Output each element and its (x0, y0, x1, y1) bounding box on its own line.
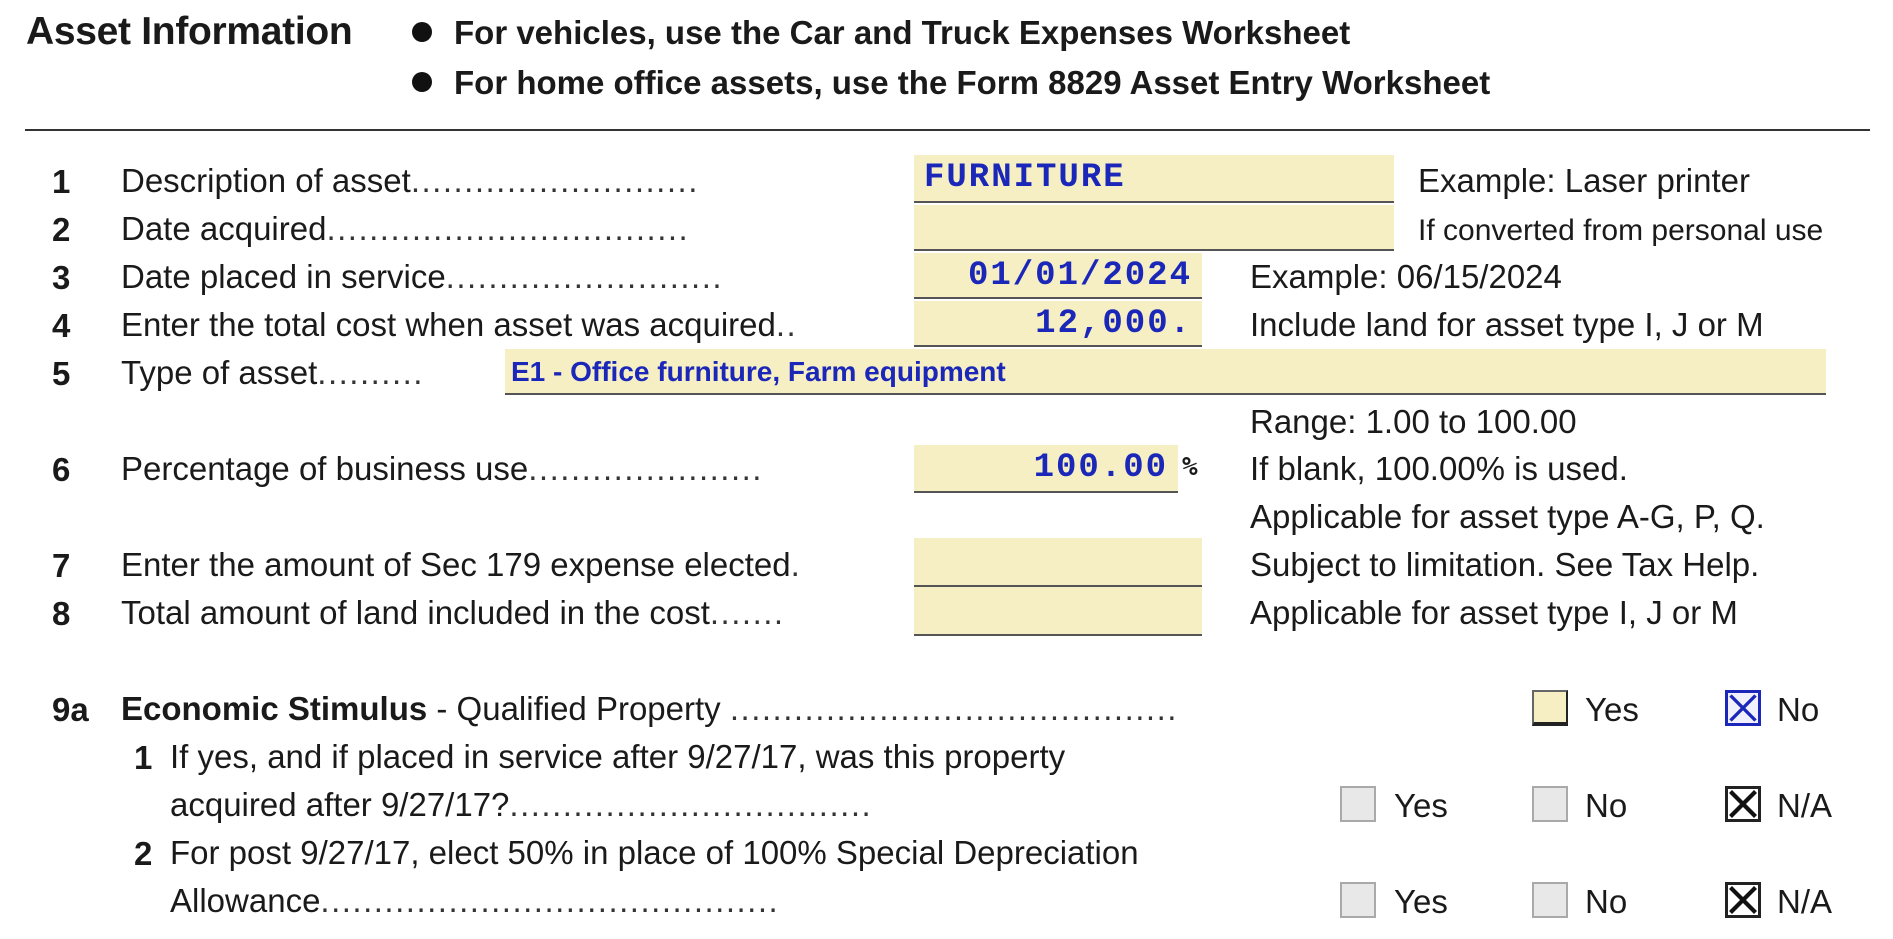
land-amount-field[interactable] (914, 587, 1202, 636)
date-placed-in-service-field[interactable]: 01/01/2024 (914, 253, 1202, 299)
row-label: Date acquired.................................. (121, 210, 690, 247)
economic-stimulus-no-checkbox[interactable] (1725, 690, 1761, 726)
percent-sign: % (1182, 452, 1198, 482)
page-title: Asset Information (26, 10, 353, 53)
type-of-asset-select[interactable]: E1 - Office furniture, Farm equipment (505, 349, 1826, 395)
na-label: N/A (1777, 787, 1833, 824)
row-number: 1 (134, 739, 153, 776)
divider (25, 129, 1870, 131)
row-label: Economic Stimulus - Qualified Property .......................................... (121, 690, 1178, 727)
bullet-vehicles (412, 14, 1350, 52)
row-label: Percentage of business use...................... (121, 450, 763, 487)
no-label: No (1585, 883, 1628, 920)
row-label: Type of asset.......... (121, 354, 424, 391)
bullet-dot-icon (412, 72, 432, 92)
row-note: If blank, 100.00% is used. (1250, 450, 1628, 487)
yes-label: Yes (1394, 787, 1448, 824)
row-number: 5 (52, 355, 71, 392)
total-cost-field[interactable]: 12,000. (914, 301, 1202, 347)
yes-label: Yes (1394, 883, 1448, 920)
date-acquired-field[interactable] (914, 205, 1394, 251)
row-note: Example: Laser printer (1418, 162, 1750, 199)
x-check-icon (1728, 693, 1758, 723)
row-label: Total amount of land included in the cost....... (121, 594, 785, 631)
row-number: 3 (52, 259, 71, 296)
na-label: N/A (1777, 883, 1833, 920)
elect-50-no-checkbox[interactable] (1532, 882, 1568, 918)
description-of-asset-field[interactable]: FURNITURE (914, 155, 1394, 203)
row-note: Range: 1.00 to 100.00 (1250, 403, 1577, 440)
row-number: 2 (134, 835, 153, 872)
acquired-after-yes-checkbox[interactable] (1340, 786, 1376, 822)
row-note: Applicable for asset type I, J or M (1250, 594, 1738, 631)
yes-label: Yes (1585, 691, 1639, 728)
x-check-icon (1728, 789, 1758, 819)
row-number: 7 (52, 547, 71, 584)
elect-50-yes-checkbox[interactable] (1340, 882, 1376, 918)
bullet-text: For home office assets, use the Form 8829 Asset Entry Worksheet (454, 64, 1491, 101)
row-label: For post 9/27/17, elect 50% in place of 100% Special Depreciation (170, 834, 1139, 871)
row-number: 2 (52, 211, 71, 248)
row-label: Enter the total cost when asset was acquired.. (121, 306, 798, 343)
row-note: Subject to limitation. See Tax Help. (1250, 546, 1760, 583)
no-label: No (1585, 787, 1628, 824)
no-label: No (1777, 691, 1820, 728)
bullet-text: For vehicles, use the Car and Truck Expenses Worksheet (454, 14, 1351, 51)
row-number: 4 (52, 307, 71, 344)
row-label: acquired after 9/27/17?.................................. (170, 786, 873, 823)
row-number: 6 (52, 451, 71, 488)
row-number: 8 (52, 595, 71, 632)
row-number: 9a (52, 691, 89, 728)
economic-stimulus-yes-checkbox[interactable] (1532, 690, 1568, 726)
row-note: Example: 06/15/2024 (1250, 258, 1562, 295)
row-label: If yes, and if placed in service after 9/27/17, was this property (170, 738, 1066, 775)
sec-179-expense-field[interactable] (914, 538, 1202, 587)
business-use-percentage-field[interactable]: 100.00 (914, 445, 1178, 493)
row-note: Applicable for asset type A-G, P, Q. (1250, 498, 1765, 535)
row-note: If converted from personal use (1418, 214, 1824, 247)
row-label: Date placed in service.......................... (121, 258, 724, 295)
row-label: Allowance........................................... (170, 882, 780, 919)
row-number: 1 (52, 163, 71, 200)
row-label: Description of asset........................... (121, 162, 699, 199)
row-label: Enter the amount of Sec 179 expense elected. (121, 546, 802, 583)
bullet-dot-icon (412, 22, 432, 42)
acquired-after-na-checkbox[interactable] (1725, 786, 1761, 822)
bullet-home-office (412, 64, 1490, 102)
acquired-after-no-checkbox[interactable] (1532, 786, 1568, 822)
x-check-icon (1728, 885, 1758, 915)
elect-50-na-checkbox[interactable] (1725, 882, 1761, 918)
row-note: Include land for asset type I, J or M (1250, 306, 1764, 343)
